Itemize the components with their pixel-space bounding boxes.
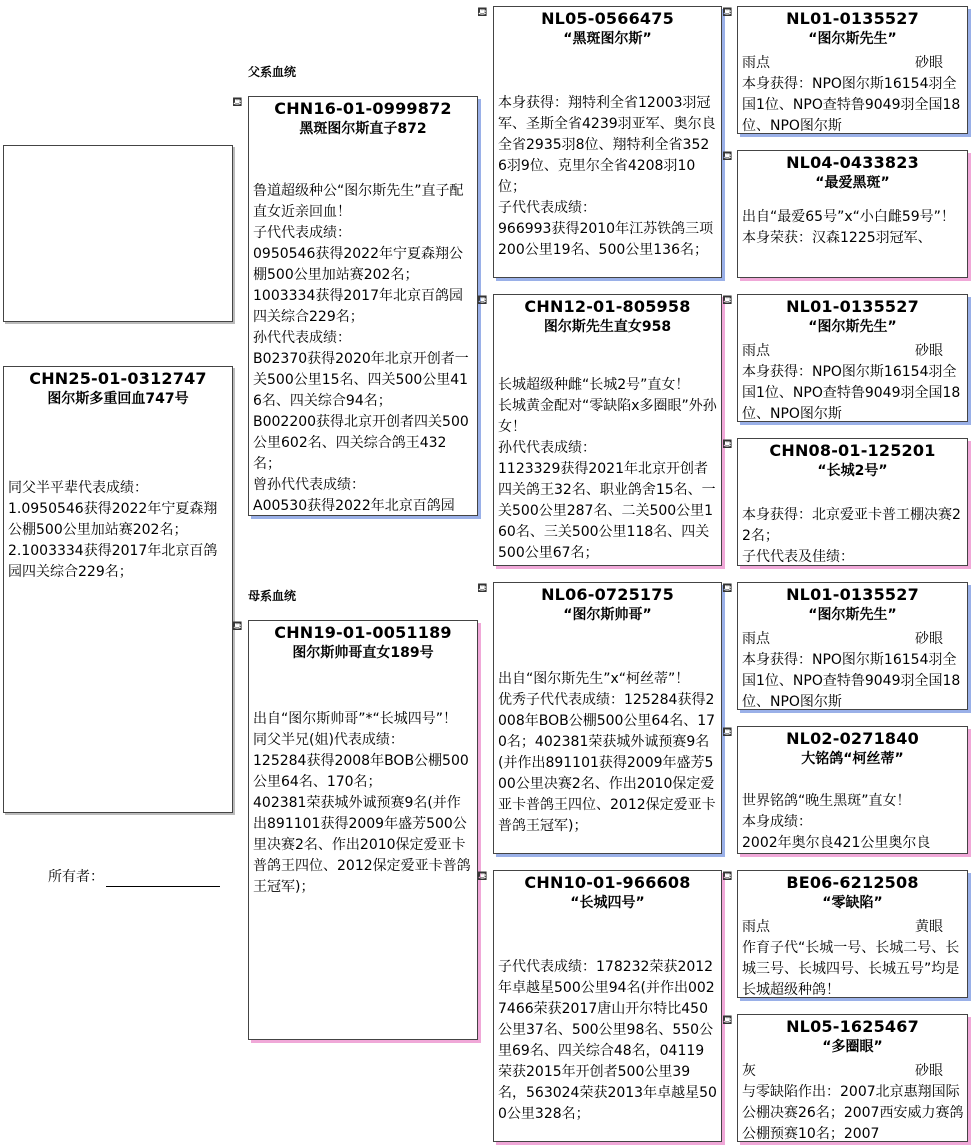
paint-bucket-icon[interactable]: ⛾ (477, 5, 488, 20)
dam-card[interactable] (248, 620, 478, 1040)
color-eye-row (738, 53, 967, 74)
ssd-card[interactable] (737, 150, 968, 278)
paint-bucket-icon[interactable]: ⛾ (477, 293, 488, 308)
paint-bucket-icon[interactable]: ⛾ (232, 619, 243, 634)
paint-bucket-icon[interactable]: ⛾ (722, 437, 733, 452)
dsd-card[interactable] (737, 726, 968, 854)
bird-notes: 出自“图尔斯帅哥”*“长城四号”！ 同父半兄(姐)代表成绩： 125284获得2008年BOB公棚500公里64名、170名； 402381荣获城外诚预赛9名(并作出891101获得2009年盛芳500公里决赛2名、作出2010保定爱亚卡普鸽王四位、2012保定爱亚卡普鸽王冠军)； (253, 711, 471, 895)
plumage-color: 雨点 (742, 919, 770, 935)
bird-name: 大铭鸽“柯丝蒂” (801, 751, 904, 767)
paint-bucket-icon[interactable]: ⛾ (722, 1013, 733, 1028)
bird-name: “长城四号” (570, 895, 645, 911)
ring-number: CHN10-01-966608 (524, 873, 691, 892)
paint-bucket-icon[interactable]: ⛾ (232, 95, 243, 110)
plumage-color: 雨点 (742, 631, 770, 647)
ring-number: CHN25-01-0312747 (29, 369, 207, 388)
bird-notes: 鲁道超级种公“图尔斯先生”直子配直女近亲回血！ 子代代表成绩： 0950546获得2022年宁夏森翔公棚500公里加站赛202名； 1003334获得2017年北京百鸽园四关综合229名； 孙代代表成绩： B02370获得2020年北京开创者一关500公里15名、四关500公里416名、四关综合94名； B002200获得北京开创者四关500公里602名、四关综合鸽王432名； 曾孙代代表成绩： A00530获得2022年北京百鸽园 (253, 183, 469, 514)
ring-number: NL05-0566475 (541, 9, 674, 28)
paint-bucket-icon[interactable]: ⛾ (722, 581, 733, 596)
color-eye-row (738, 1061, 967, 1082)
eye-type: 砂眼 (915, 631, 943, 647)
bird-notes: 同父半平辈代表成绩： 1.0950546获得2022年宁夏森翔公棚500公里加站赛202名； 2.1003334获得2017年北京百鸽园四关综合229名； (8, 480, 218, 580)
paint-bucket-icon[interactable]: ⛾ (477, 869, 488, 884)
bird-notes: 作育子代“长城一号、长城二号、长城三号、长城四号、长城五号”均是长城超级种鸽！ (742, 940, 960, 998)
bird-name: “图尔斯先生” (808, 31, 897, 47)
bird-name: “图尔斯先生” (808, 607, 897, 623)
bird-name: “最爱黑斑” (815, 175, 890, 191)
eye-type: 黄眼 (915, 919, 943, 935)
sire-card[interactable] (248, 96, 478, 516)
dam-dam-card[interactable] (493, 870, 722, 1142)
paint-bucket-icon[interactable]: ⛾ (722, 725, 733, 740)
bird-name: “黑斑图尔斯” (563, 31, 652, 47)
plumage-color: 雨点 (742, 55, 770, 71)
sdd-card[interactable] (737, 438, 968, 566)
bird-name: 黑斑图尔斯直子872 (299, 121, 427, 137)
bird-notes: 世界铭鸽“晚生黑斑”直女！ 本身成绩： 2002年奥尔良421公里奥尔良 (742, 793, 931, 851)
bird-notes: 出自“图尔斯先生”x“柯丝蒂”！ 优秀子代代表成绩：125284获得2008年BOB公棚500公里64名、170名；402381荣获城外诚预赛9名(并作出891101获得2009年盛芳500公里决赛2名、作出2010保定爱亚卡普鸽王四位、2012保定爱亚卡普鸽王冠军)； (498, 671, 716, 834)
bird-notes: 出自“最爱65号”x“小白雌59号”！ 本身荣获：汉森1225羽冠军、 (742, 209, 955, 246)
sire-sire-card[interactable] (493, 6, 722, 278)
ring-number: NL02-0271840 (786, 729, 919, 748)
color-eye-row (738, 917, 967, 938)
paint-bucket-icon[interactable]: ⛾ (722, 293, 733, 308)
dss-card[interactable] (737, 582, 968, 710)
bird-notes: 本身获得：NPO图尔斯16154羽全国1位、NPO查特鲁9049羽全国18位、NPO图尔斯 (742, 364, 961, 422)
dds-card[interactable] (737, 870, 968, 998)
subject-card[interactable] (3, 366, 233, 813)
ring-number: NL01-0135527 (786, 9, 919, 28)
dam-line-label: 母系血统 (248, 589, 297, 603)
bird-name: “图尔斯帅哥” (563, 607, 652, 623)
color-eye-row (738, 341, 967, 362)
paint-bucket-icon[interactable]: ⛾ (722, 149, 733, 164)
eye-type: 砂眼 (915, 343, 943, 359)
eye-type: 砂眼 (915, 1063, 943, 1079)
bird-name: “图尔斯先生” (808, 319, 897, 335)
ring-number: CHN08-01-125201 (769, 441, 936, 460)
bird-name: 图尔斯先生直女958 (543, 319, 672, 335)
owner-field (48, 867, 220, 887)
ring-number: NL04-0433823 (786, 153, 919, 172)
bird-notes: 本身获得：北京爱亚卡普工棚决赛22名； 子代代表及佳绩： (742, 507, 961, 565)
owner-signature-line[interactable] (106, 872, 220, 887)
ring-number: CHN16-01-0999872 (274, 99, 452, 118)
bird-name: “多圈眼” (822, 1039, 883, 1055)
bird-notes: 长城超级种雌“长城2号”直女！ 长城黄金配对“零缺陷x多圈眼”外孙女！ 孙代代表成绩： 1123329获得2021年北京开创者四关鸽王32名、职业鸽舍15名、一关500公里287名、二关500公里160名、三关500公里118名、四关500公里67名； (498, 377, 717, 561)
sss-card[interactable] (737, 6, 968, 134)
bird-name: “零缺陷” (822, 895, 883, 911)
dam-sire-card[interactable] (493, 582, 722, 854)
ring-number: NL01-0135527 (786, 297, 919, 316)
sire-line-label: 父系血统 (248, 65, 297, 79)
ring-number: NL06-0725175 (541, 585, 674, 604)
color-eye-row (738, 629, 967, 650)
plumage-color: 雨点 (742, 343, 770, 359)
ring-number: BE06-6212508 (786, 873, 919, 892)
bird-notes: 子代代表成绩：178232荣获2012年卓越星500公里94名(并作出0027466荣获2017唐山开尔特比450公里37名、500公里98名、550公里69名、四关综合48名，04119荣获2015年开创者500公里39名，563024荣获2013年卓越星500公里328名； (498, 959, 717, 1122)
bird-name: 图尔斯帅哥直女189号 (292, 645, 434, 661)
sire-dam-card[interactable] (493, 294, 722, 566)
bird-name: 图尔斯多重回血747号 (47, 391, 189, 407)
bird-notes: 与零缺陷作出：2007北京惠翔国际公棚决赛26名；2007西安威力赛鸽公棚预赛10名；2007 (742, 1084, 964, 1142)
ring-number: CHN12-01-805958 (524, 297, 691, 316)
paint-bucket-icon[interactable]: ⛾ (477, 581, 488, 596)
owner-label: 所有者： (48, 869, 104, 885)
ring-number: CHN19-01-0051189 (274, 623, 452, 642)
eye-type: 砂眼 (915, 55, 943, 71)
ring-number: NL05-1625467 (786, 1017, 919, 1036)
bird-notes: 本身获得：NPO图尔斯16154羽全国1位、NPO查特鲁9049羽全国18位、NPO图尔斯 (742, 652, 961, 710)
paint-bucket-icon[interactable]: ⛾ (722, 869, 733, 884)
bird-notes: 本身获得：翔特利全省12003羽冠军、圣斯全省4239羽亚军、奥尔良全省2935羽8位、翔特利全省3526羽9位、克里尔全省4208羽10位； 子代代表成绩： 966993获得2010年江苏铁鸽三项200公里19名、500公里136名； (498, 95, 716, 258)
paint-bucket-icon[interactable]: ⛾ (722, 5, 733, 20)
pigeon-photo-frame (3, 145, 233, 322)
sds-card[interactable] (737, 294, 968, 422)
plumage-color: 灰 (742, 1063, 756, 1079)
ddd-card[interactable] (737, 1014, 968, 1142)
bird-name: “长城2号” (817, 463, 888, 479)
bird-notes: 本身获得：NPO图尔斯16154羽全国1位、NPO查特鲁9049羽全国18位、NPO图尔斯 (742, 76, 961, 134)
ring-number: NL01-0135527 (786, 585, 919, 604)
